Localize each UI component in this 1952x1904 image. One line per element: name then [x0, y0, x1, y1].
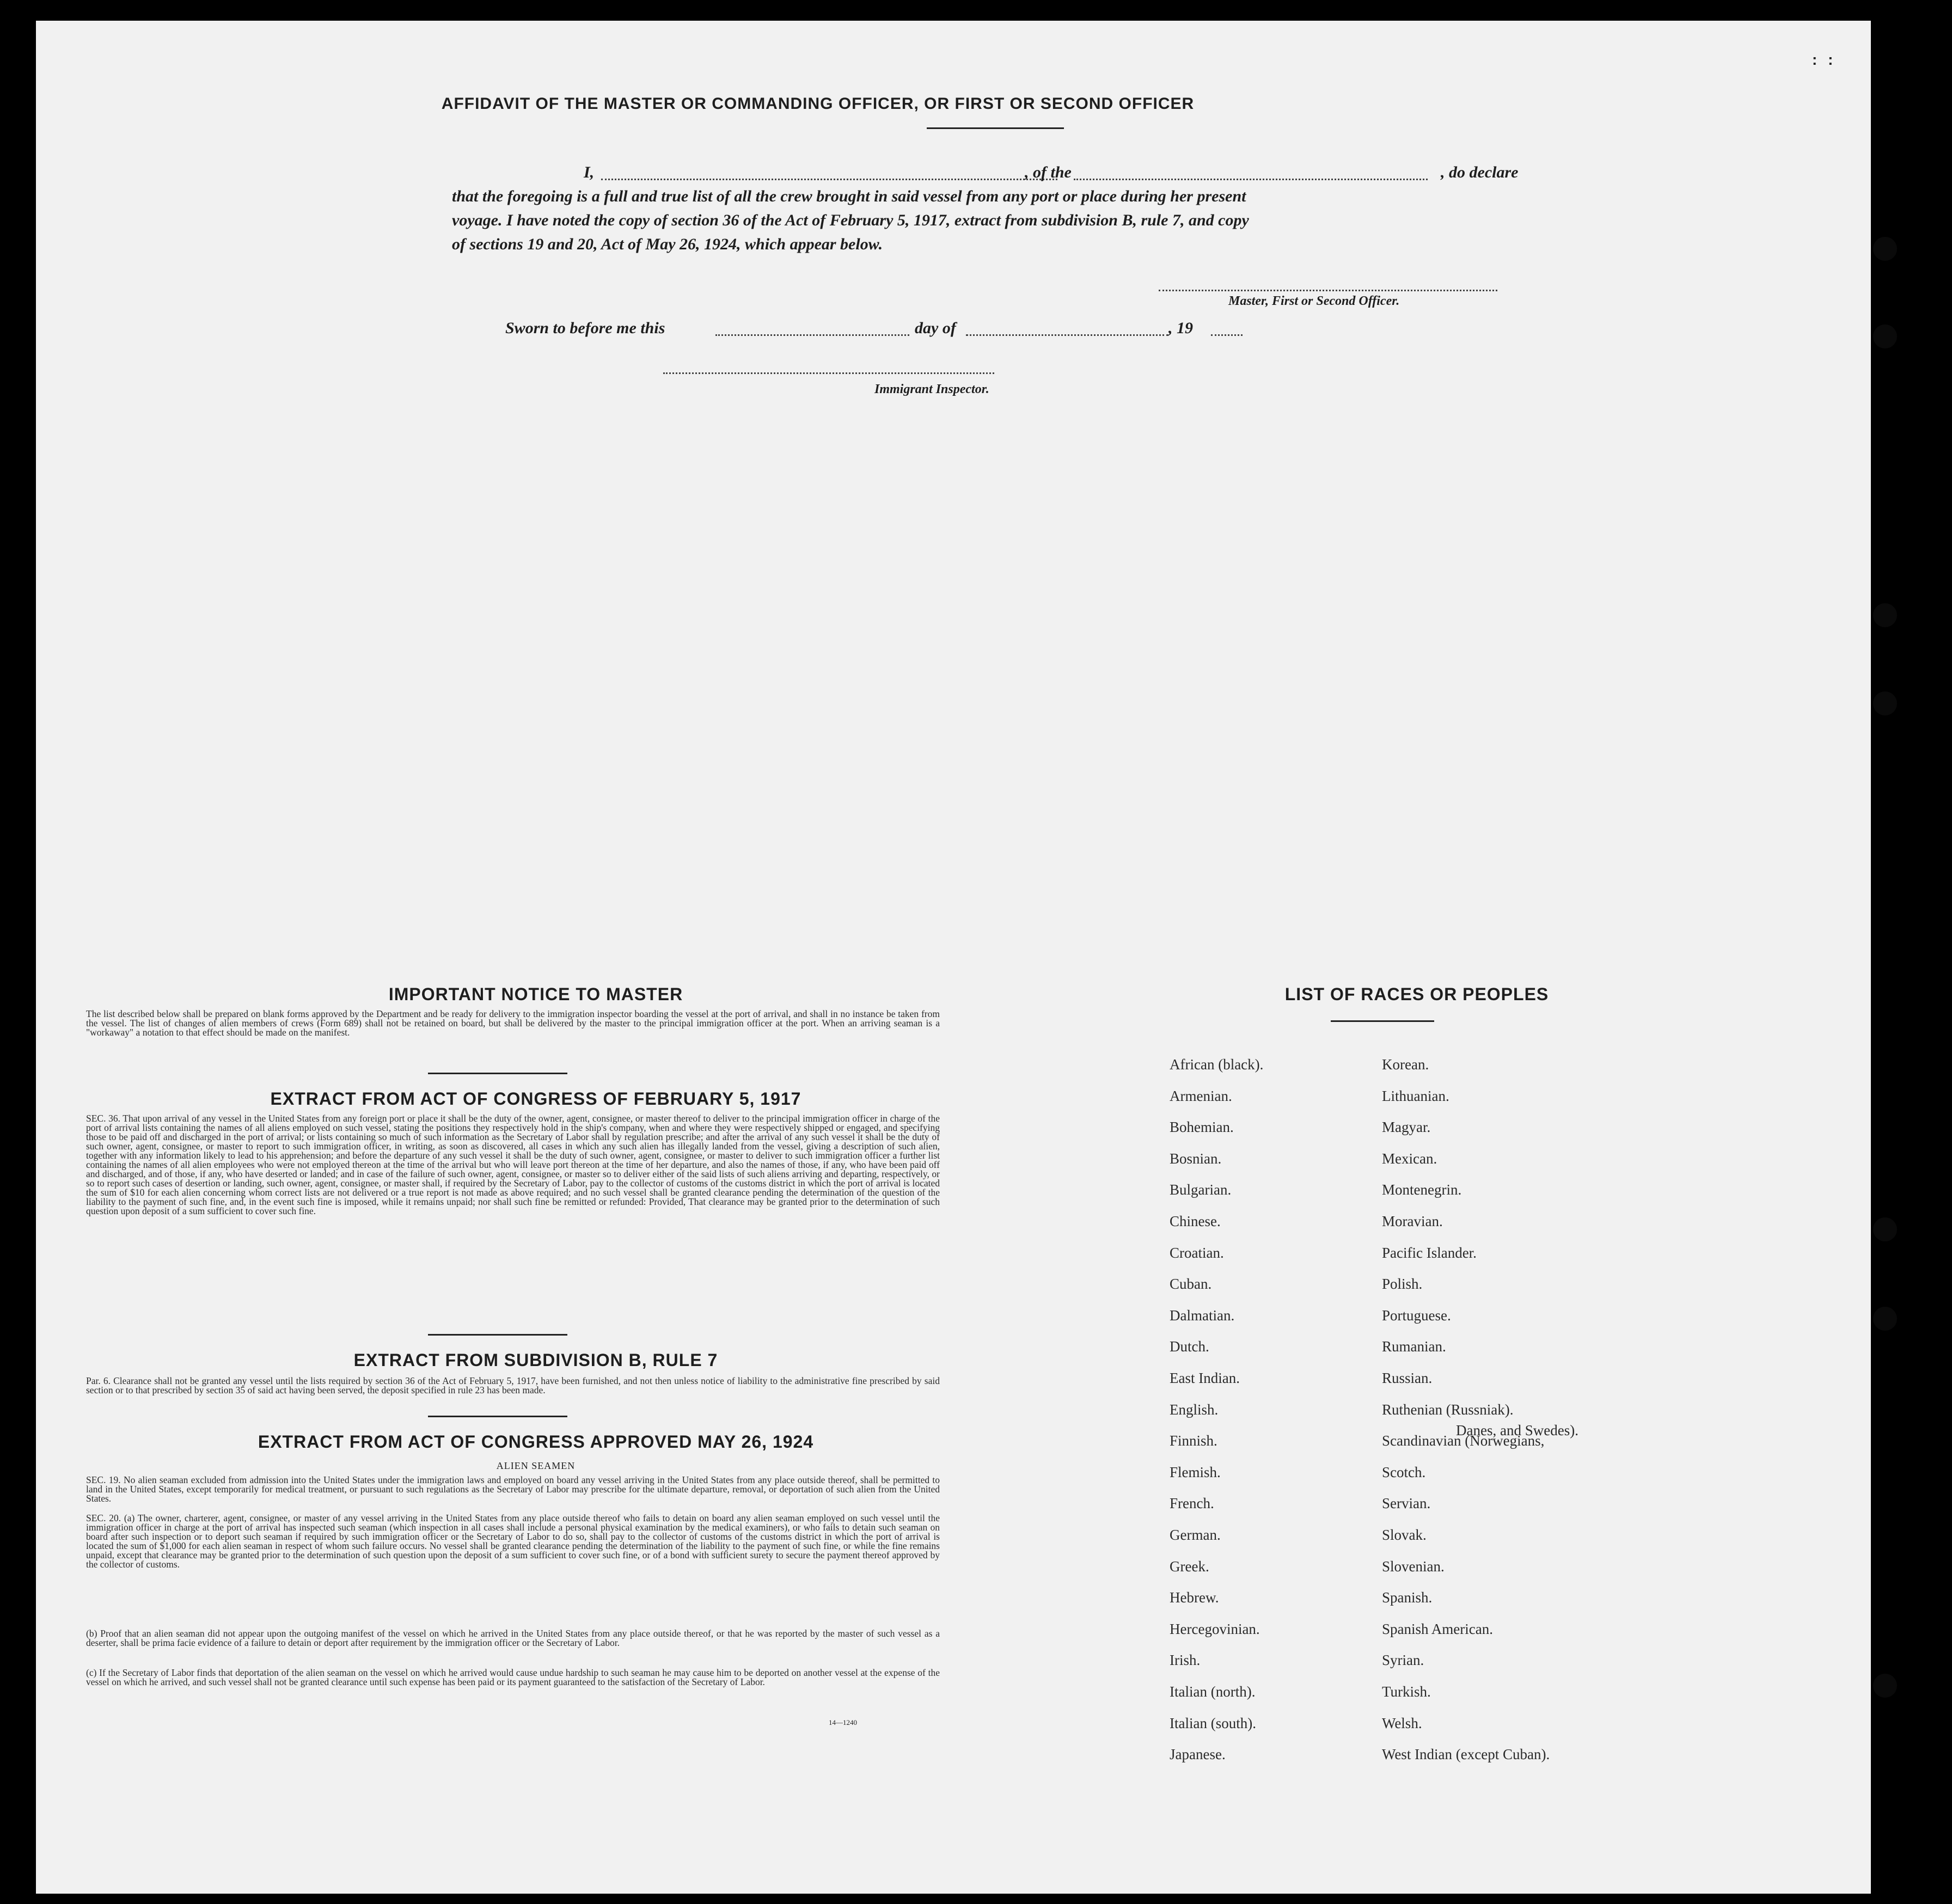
race-item: Dutch.	[1170, 1338, 1209, 1355]
race-item: Chinese.	[1170, 1213, 1221, 1229]
alien-seamen-subtitle: ALIEN SEAMEN	[496, 1460, 576, 1471]
vessel-blank[interactable]	[1074, 179, 1428, 180]
affidavit-line-4: of sections 19 and 20, Act of May 26, 1924, which appear below.	[452, 235, 883, 253]
binder-hole-6	[1873, 1307, 1897, 1331]
sworn-day-blank[interactable]	[715, 334, 909, 336]
sworn-day-of: day of	[915, 319, 956, 337]
extract-1924-title: EXTRACT FROM ACT OF CONGRESS APPROVED MAY 26, 1924	[258, 1432, 814, 1452]
race-item: Lithuanian.	[1382, 1087, 1449, 1104]
race-item: Mexican.	[1382, 1150, 1437, 1167]
race-item: Turkish.	[1382, 1683, 1431, 1700]
binder-hole-1	[1873, 237, 1897, 261]
sworn-year-blank[interactable]	[1211, 334, 1243, 336]
race-item: Spanish American.	[1382, 1620, 1493, 1637]
race-item: Bohemian.	[1170, 1119, 1234, 1136]
race-scandinavian-continuation: Danes, and Swedes).	[1456, 1422, 1578, 1438]
race-item: Dalmatian.	[1170, 1307, 1235, 1324]
affidavit-line-2: that the foregoing is a full and true list of all the crew brought in said vessel from any port or place during her present	[452, 187, 1246, 205]
notice-title: IMPORTANT NOTICE TO MASTER	[388, 984, 683, 1004]
race-item: Cuban.	[1170, 1276, 1212, 1293]
extract-1917-text: SEC. 36. That upon arrival of any vessel in the United States from any foreign port or place it shall be the duty of the owner, agent, consignee, or master thereof to deliver to the principal immigration officer in charge of the port of arrival lists containing the names of all aliens employed on such vessel, stating the positions they respectively hold in the ship's company, when and where they were respectively shipped or engaged, and specifying those to be paid off and discharged in the port of arrival; or lists containing so much of such information as the Secretary of Labor shall by regulation prescribe; and after the arrival of any such vessel it shall be the duty of such owner, agent, consignee, or master to report to such immigration officer, in writing, as soon as discovered, all cases in which any such alien has illegally landed from the vessel, giving a description of such alien, together with any information likely to lead to his apprehension; and before the departure of any such vessel it shall be the duty of such owner, agent, consignee, or master to deliver to such immigration officer a further list containing the names of all alien employees who were not employed thereon at the time of the arrival but who will leave port thereon at the time of her departure, and also the names of those, if any, who have been paid off and discharged, and of those, if any, who have deserted or landed; and in case of the failure of such owner, agent, consignee, or master so to deliver either of the said lists of such aliens arriving and departing, respectively, or so to report such cases of desertion or landing, such owner, agent, consignee, or master shall, if required by the Secretary of Labor, pay to the collector of customs of the customs district in which the port of arrival is located the sum of $10 for each alien concerning whom correct lists are not delivered or a true report is not made as above required; and no such vessel shall be granted clearance pending the determination of the question of the liability to the payment of such fine, and, in the event such fine is imposed, while it remains unpaid; nor shall such fine be remitted or refunded: Provided, That clearance may be granted prior to the determination of such question upon deposit of a sum sufficient to cover such fine.	[86, 1113, 940, 1216]
race-item: West Indian (except Cuban).	[1382, 1746, 1550, 1763]
extract-rule7-title: EXTRACT FROM SUBDIVISION B, RULE 7	[353, 1350, 718, 1370]
inspector-signature-line[interactable]	[663, 372, 994, 374]
race-item: Portuguese.	[1382, 1307, 1451, 1324]
race-item: Greek.	[1170, 1558, 1209, 1575]
name-blank[interactable]	[601, 179, 1057, 180]
extract-rule7-divider	[428, 1416, 567, 1417]
race-item: Slovak.	[1382, 1527, 1427, 1543]
race-item: Korean.	[1382, 1056, 1429, 1073]
title-divider	[927, 127, 1064, 129]
race-item: English.	[1170, 1401, 1219, 1418]
race-item: Hercegovinian.	[1170, 1620, 1260, 1637]
race-item: Rumanian.	[1382, 1338, 1446, 1355]
master-signature-label: Master, First or Second Officer.	[1228, 294, 1400, 308]
extract-1917-divider	[428, 1334, 567, 1336]
inspector-label: Immigrant Inspector.	[874, 382, 989, 396]
race-item: Pacific Islander.	[1382, 1244, 1477, 1261]
race-item: Japanese.	[1170, 1746, 1226, 1763]
race-item: Italian (south).	[1170, 1715, 1256, 1731]
race-item: German.	[1170, 1527, 1221, 1543]
binder-hole-5	[1873, 1217, 1897, 1241]
affidavit-declare: , do declare	[1441, 163, 1519, 181]
sworn-year: , 19	[1168, 319, 1193, 337]
sec19-text: SEC. 19. No alien seaman excluded from admission into the United States under the immigration laws and employed on board any vessel arriving in the United States from any place outside thereof, shall be permitted to land in the United States, except temporarily for medical treatment, or pursuant to such regulations as the Secretary of Labor may prescribe for the ultimate departure, removal, or deportation of such alien from the United States.	[86, 1474, 940, 1504]
race-item: Servian.	[1382, 1495, 1431, 1512]
binder-hole-4	[1873, 691, 1897, 715]
affidavit-i: I,	[584, 163, 595, 181]
race-item: Italian (north).	[1170, 1683, 1256, 1700]
race-item: Finnish.	[1170, 1432, 1217, 1449]
race-item: Hebrew.	[1170, 1589, 1219, 1606]
affidavit-title: AFFIDAVIT OF THE MASTER OR COMMANDING OFFICER, OR FIRST OR SECOND OFFICER	[441, 95, 1195, 113]
sec20c-text: (c) If the Secretary of Labor finds that deportation of the alien seaman on the vessel on which he arrived would cause undue hardship to such seaman he may cause him to be deported on another vessel at the expense of the vessel on which he arrived, and such vessel shall not be granted clearance until such expense has been paid or its payment guaranteed to the satisfaction of the Secretary of Labor.	[86, 1667, 940, 1687]
race-item: Montenegrin.	[1382, 1181, 1462, 1198]
sec20b-text: (b) Proof that an alien seaman did not appear upon the outgoing manifest of the vessel on which he arrived in the United States from any place outside thereof, or that he was reported by the master of such vessel as a deserter, shall be prima facie evidence of a failure to detain or deport after requirement by the immigration officer or the Secretary of Labor.	[86, 1628, 940, 1648]
race-item: Flemish.	[1170, 1464, 1221, 1480]
race-item: Welsh.	[1382, 1715, 1422, 1731]
corner-mark: : :	[1812, 51, 1837, 68]
race-item: Russian.	[1382, 1370, 1433, 1386]
race-item: Moravian.	[1382, 1213, 1443, 1229]
extract-1917-title: EXTRACT FROM ACT OF CONGRESS OF FEBRUARY 5, 1917	[270, 1089, 801, 1109]
race-item: Spanish.	[1382, 1589, 1433, 1606]
affidavit-of-the: , of the	[1025, 163, 1072, 181]
sec20a-text: SEC. 20. (a) The owner, charterer, agent, consignee, or master of any vessel arriving in the United States from any place outside thereof who fails to detain on board any alien seaman employed on such vessel until the immigration officer in charge at the port of arrival has inspected such seaman (which inspection in all cases shall include a personal physical examination by the medical examiners), or who fails to detain such seaman on board after such inspection or to deport such seaman if required by such immigration officer or the Secretary of Labor to do so, shall pay to the collector of customs of the customs district in which the port of arrival is located the sum of $1,000 for each alien seaman in respect of whom such failure occurs. No vessel shall be granted clearance pending the determination of the liability to the payment of such fine, or while the fine remains unpaid, except that clearance may be granted prior to the determination of such question upon the deposit of a sum sufficient to cover such fine, or of a bond with sufficient surety to secure the payment thereof approved by the collector of customs.	[86, 1513, 940, 1570]
race-item: East Indian.	[1170, 1370, 1240, 1386]
race-item: Scotch.	[1382, 1464, 1426, 1480]
race-item: Slovenian.	[1382, 1558, 1445, 1575]
binder-hole-7	[1873, 1674, 1897, 1698]
affidavit-line-3: voyage. I have noted the copy of section 36 of the Act of February 5, 1917, extract from subdivision B, rule 7, and copy	[452, 211, 1249, 229]
race-item: Irish.	[1170, 1652, 1201, 1669]
race-item: Ruthenian (Russniak).	[1382, 1401, 1514, 1418]
race-item: Armenian.	[1170, 1087, 1232, 1104]
race-item: Scandinavian (Norwegians,	[1382, 1432, 1545, 1449]
race-item: Bosnian.	[1170, 1150, 1222, 1167]
race-item: Syrian.	[1382, 1652, 1424, 1669]
binder-hole-3	[1873, 603, 1897, 627]
race-item: Bulgarian.	[1170, 1181, 1232, 1198]
race-item: African (black).	[1170, 1056, 1264, 1073]
race-item: Croatian.	[1170, 1244, 1224, 1261]
form-number: 14—1240	[829, 1718, 857, 1727]
race-item: Polish.	[1382, 1276, 1423, 1293]
binder-hole-2	[1873, 325, 1897, 348]
races-divider	[1331, 1020, 1434, 1022]
races-title: LIST OF RACES OR PEOPLES	[1284, 984, 1549, 1004]
form-page	[36, 21, 1871, 1894]
notice-text: The list described below shall be prepared on blank forms approved by the Department and be ready for delivery to the immigration inspector boarding the vessel at the port of arrival, and shall in no instance be taken from the vessel. The list of changes of alien members of crews (Form 689) shall not be retained on board, but shall be delivered by the master to the principal immigration officer at the port. When an arriving seaman is a "workaway" a notation to that effect should be made on the manifest.	[86, 1008, 940, 1038]
extract-rule7-text: Par. 6. Clearance shall not be granted any vessel until the lists required by section 36 of the Act of February 5, 1917, have been furnished, and not then unless notice of liability to the administrative fine prescribed by said section or to that prescribed by section 35 of said act having been served, the deposit specified in rule 23 has been made.	[86, 1375, 940, 1395]
race-item: Magyar.	[1382, 1119, 1431, 1136]
sworn-prefix: Sworn to before me this	[505, 319, 665, 337]
master-signature-line[interactable]	[1159, 290, 1497, 291]
notice-divider	[428, 1073, 567, 1074]
sworn-month-blank[interactable]	[966, 334, 1168, 336]
race-item: French.	[1170, 1495, 1214, 1512]
